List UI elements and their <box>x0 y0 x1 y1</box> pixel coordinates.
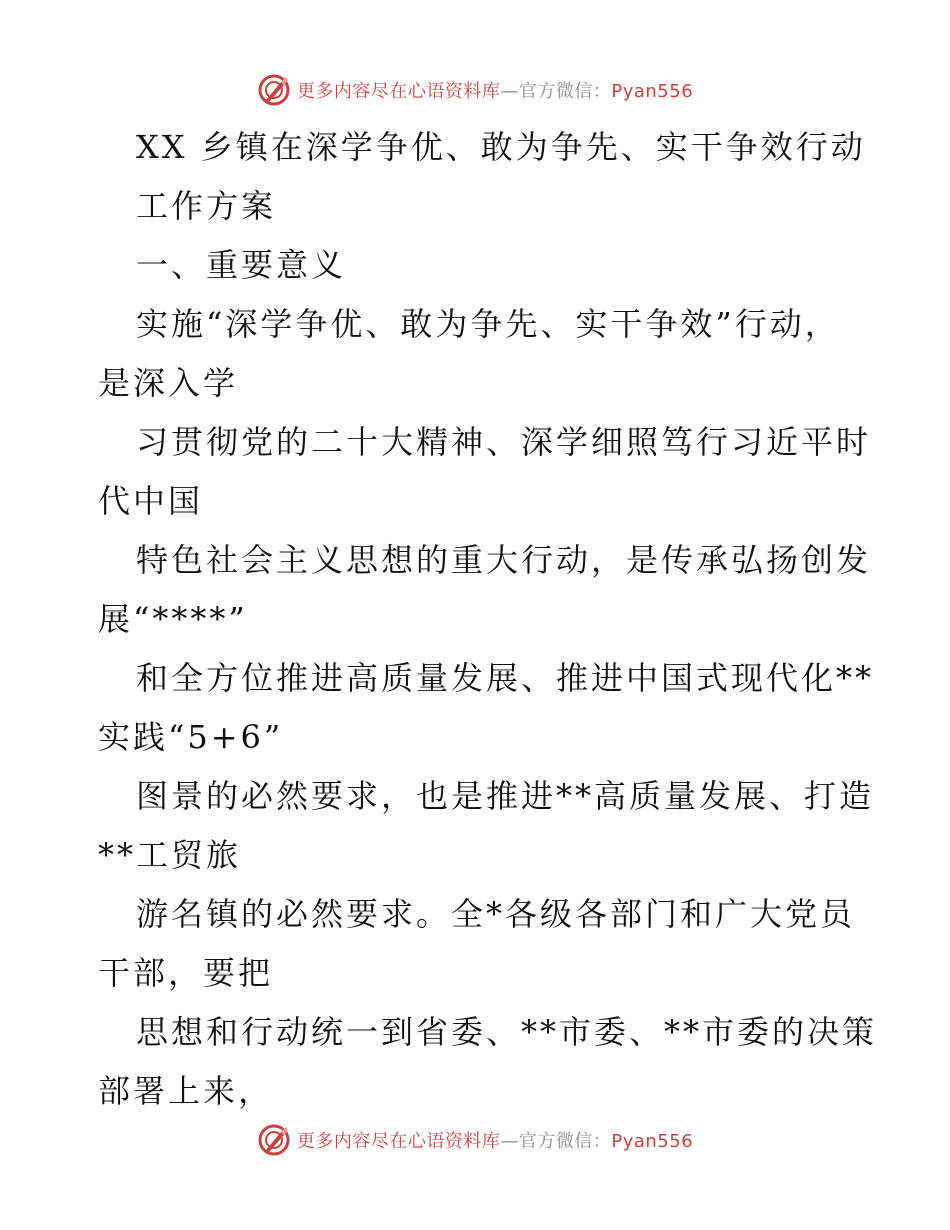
header-watermark <box>0 70 950 110</box>
watermark-text <box>297 1127 693 1153</box>
paragraph-line: 习贯彻党的二十大精神、深学细照笃行习近平时 <box>136 423 872 461</box>
document-title-line-2: 工作方案 <box>136 187 277 225</box>
paragraph-line: 是深入学 <box>98 364 239 402</box>
paragraph-line: 特色社会主义思想的重大行动，是传承弘扬创发 <box>136 541 872 579</box>
paragraph-line: 游名镇的必然要求。全*各级各部门和广大党员 <box>136 895 856 933</box>
paragraph-line: 图景的必然要求，也是推进**高质量发展、打造 <box>136 777 875 815</box>
paragraph-line: 和全方位推进高质量发展、推进中国式现代化** <box>136 659 875 697</box>
watermark-wechat-id: Pyan556 <box>611 1131 694 1152</box>
paragraph-line: **工贸旅 <box>98 836 242 874</box>
watermark-wechat-label: 官方微信： <box>518 81 612 102</box>
paragraph-line: 干部，要把 <box>98 954 274 992</box>
paragraph-line: 部署上来， <box>98 1072 274 1110</box>
watermark-wechat-id: Pyan556 <box>611 81 694 102</box>
section-heading: 一、重要意义 <box>136 246 347 284</box>
watermark-brand: 更多内容尽在心语资料库 <box>296 81 501 102</box>
paragraph-line: 思想和行动统一到省委、**市委、**市委的决策 <box>136 1013 878 1051</box>
document-body <box>98 118 878 1121</box>
paragraph-line: 展“****” <box>98 600 248 638</box>
paragraph-line: 代中国 <box>98 482 204 520</box>
document-title-line-1: XX 乡镇在深学争优、敢为争先、实干争效行动 <box>136 128 866 166</box>
watermark-text <box>297 77 693 103</box>
footer-watermark <box>0 1120 950 1160</box>
watermark-brand: 更多内容尽在心语资料库 <box>296 1131 501 1152</box>
watermark-dash: — <box>500 81 519 102</box>
pen-logo-icon <box>257 1123 291 1157</box>
paragraph-line: 实践“5+6” <box>98 718 284 756</box>
watermark-wechat-label: 官方微信： <box>518 1131 612 1152</box>
pen-logo-icon <box>257 73 291 107</box>
paragraph-line: 实施“深学争优、敢为争先、实干争效”行动， <box>136 305 840 343</box>
watermark-dash: — <box>500 1131 519 1152</box>
